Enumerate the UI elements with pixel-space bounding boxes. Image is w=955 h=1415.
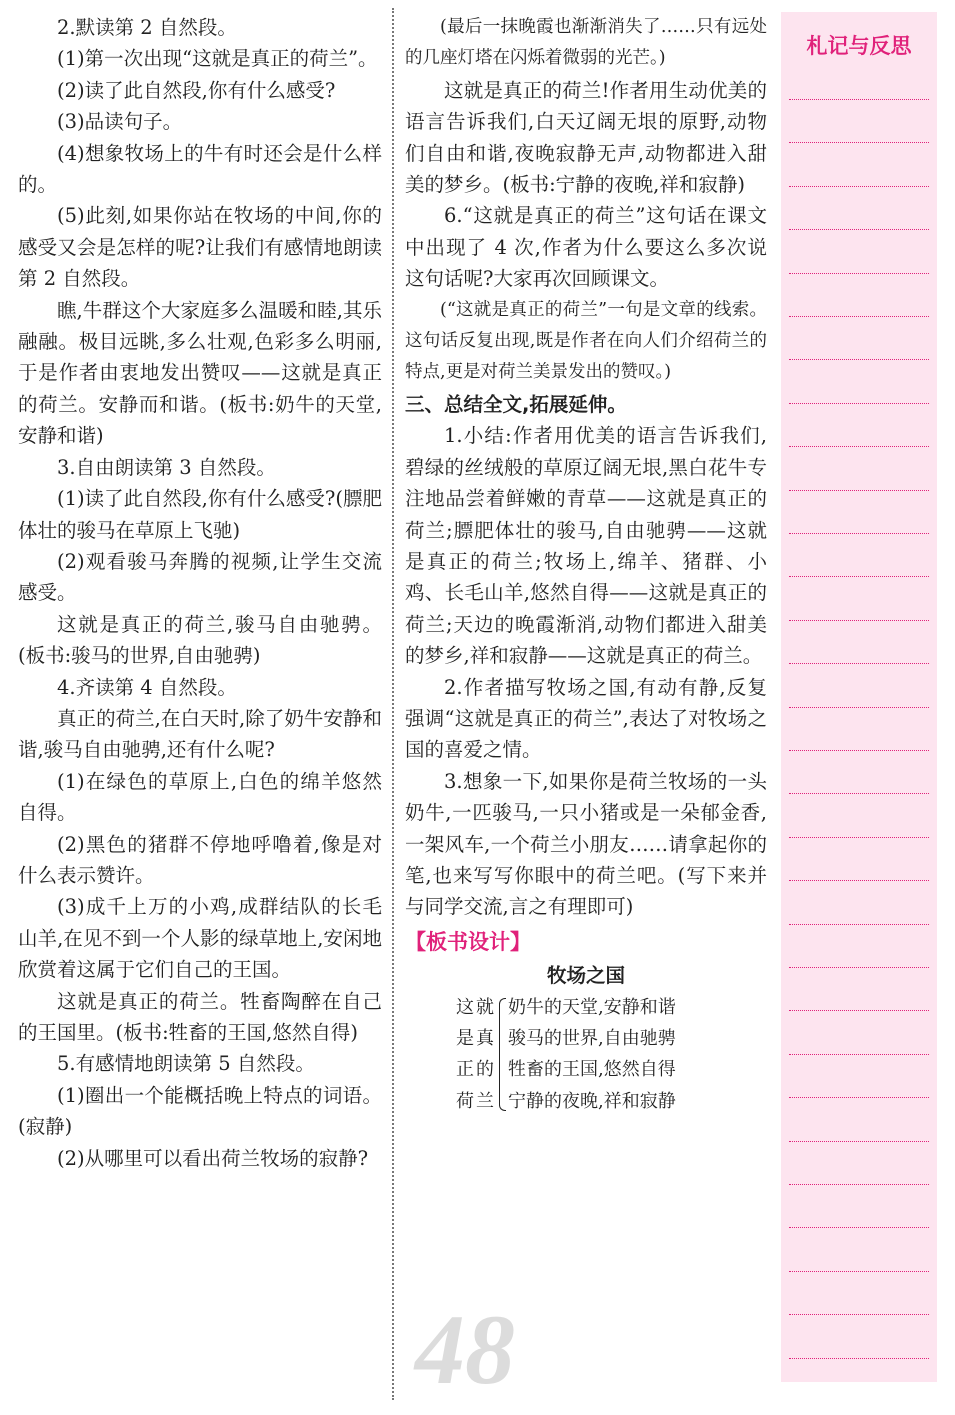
note-line xyxy=(789,707,929,708)
note-line xyxy=(789,1097,929,1098)
left-column xyxy=(18,12,382,1174)
note-line xyxy=(789,359,929,360)
paragraph: 6.“这就是真正的荷兰”这句话在课文中出现了 4 次,作者为什么要这么多次说这句话呢?大家再次回顾课文。 xyxy=(405,204,767,291)
note-line xyxy=(789,880,929,881)
paragraph: (1)读了此自然段,你有什么感受?(膘肥体壮的骏马在草原上飞驰) xyxy=(18,487,382,542)
paragraph: 瞧,牛群这个大家庭多么温暖和睦,其乐融融。极目远眺,多么壮观,色彩多么明丽,于是作者由衷地发出赞叹——这就是真正的荷兰。安静而和谐。(板书:奶牛的天堂,安静和谐) xyxy=(18,298,382,448)
paragraph: 这就是真正的荷兰!作者用生动优美的语言告诉我们,白天辽阔无垠的原野,动物们自由和谐,夜晚寂静无声,动物都进入甜美的梦乡。(板书:宁静的夜晚,祥和寂静) xyxy=(405,78,767,197)
note-line xyxy=(789,273,929,274)
board-left-line: 这就 xyxy=(456,996,496,1018)
paragraph: (最后一抹晚霞也渐渐消失了……只有远处的几座灯塔在闪烁着微弱的光芒。) xyxy=(405,17,767,69)
board-title: 牧场之国 xyxy=(546,964,625,988)
board-right-line: 骏马的世界,自由驰骋 xyxy=(508,1028,676,1049)
board-diagram xyxy=(448,992,767,1118)
paragraph: (5)此刻,如果你站在牧场的中间,你的感受又会是怎样的呢?让我们有感情地朗读第 2 自然段。 xyxy=(18,204,382,291)
paragraph: 5.有感情地朗读第 5 自然段。 xyxy=(57,1052,315,1076)
note-line xyxy=(789,229,929,230)
board-left-line: 荷兰 xyxy=(456,1090,496,1112)
paragraph: (1)在绿色的草原上,白色的绵羊悠然自得。 xyxy=(18,769,382,825)
board-right-line: 牲畜的王国,悠然自得 xyxy=(508,1059,676,1081)
board-left-line: 是真 xyxy=(456,1028,496,1049)
paragraph: 1.小结:作者用优美的语言告诉我们,碧绿的丝绒般的草原辽阔无垠,黑白花牛专注地品尝着鲜嫩的青草——这就是真正的荷兰;膘肥体壮的骏马,自由驰骋——这就是真正的荷兰;牧场上,绵羊、猪群、小鸡、长毛山羊,悠然自得——这就是真正的荷兰;天边的晚霞渐消,动物们都进入甜美的梦乡,祥和寂静——这就是真正的荷兰。 xyxy=(405,424,767,668)
sidebar-title: 札记与反思 xyxy=(806,34,912,58)
note-line xyxy=(789,142,929,143)
note-line xyxy=(789,620,929,621)
paragraph: (1)第一次出现“这就是真正的荷兰”。 xyxy=(57,47,378,71)
note-line xyxy=(789,837,929,838)
paragraph: (2)观看骏马奔腾的视频,让学生交流感受。 xyxy=(18,549,382,605)
paragraph: (3)成千上万的小鸡,成群结队的长毛山羊,在见不到一个人影的绿草地上,安闲地欣赏着这属于它们自己的王国。 xyxy=(18,895,382,982)
middle-column xyxy=(405,12,767,1117)
note-line xyxy=(789,490,929,491)
column-divider xyxy=(392,8,394,1400)
note-line xyxy=(789,1010,929,1011)
paragraph: (2)黑色的猪群不停地呼噜着,像是对什么表示赞许。 xyxy=(18,832,382,887)
section-heading: 三、总结全文,拓展延伸。 xyxy=(405,392,627,416)
note-line xyxy=(789,663,929,664)
paragraph: (1)圈出一个能概括晚上特点的词语。(寂静) xyxy=(18,1083,382,1139)
note-line xyxy=(789,403,929,404)
note-line xyxy=(789,1227,929,1228)
note-line xyxy=(789,316,929,317)
paragraph: (2)读了此自然段,你有什么感受? xyxy=(57,78,336,102)
brace-icon xyxy=(496,992,506,1118)
board-design-heading: 【板书设计】 xyxy=(405,929,531,954)
board-right-line: 奶牛的天堂,安静和谐 xyxy=(508,996,676,1018)
paragraph: 3.自由朗读第 3 自然段。 xyxy=(57,455,276,479)
note-line xyxy=(789,1271,929,1272)
note-line xyxy=(789,1358,929,1359)
paragraph: (4)想象牧场上的牛有时还会是什么样的。 xyxy=(18,141,382,197)
paragraph: 3.想象一下,如果你是荷兰牧场的一头奶牛,一匹骏马,一只小猪或是一朵郁金香,一架风车,一个荷兰小朋友……请拿起你的笔,也来写写你眼中的荷兰吧。(写下来并与同学交流,言之有理即可) xyxy=(405,769,767,919)
notes-sidebar xyxy=(781,12,937,1382)
page-number: 48 xyxy=(415,1294,515,1405)
note-line xyxy=(789,967,929,968)
note-line xyxy=(789,576,929,577)
note-line xyxy=(789,1141,929,1142)
board-left-text xyxy=(448,992,496,1118)
note-line xyxy=(789,99,929,100)
board-right-text xyxy=(506,992,676,1118)
note-line xyxy=(789,1054,929,1055)
board-right-line: 宁静的夜晚,祥和寂静 xyxy=(508,1090,676,1112)
paragraph: 2.默读第 2 自然段。 xyxy=(57,16,237,39)
note-line xyxy=(789,793,929,794)
paragraph: (2)从哪里可以看出荷兰牧场的寂静? xyxy=(57,1146,369,1170)
note-line xyxy=(789,533,929,534)
board-left-line: 正的 xyxy=(456,1059,496,1081)
note-line xyxy=(789,924,929,925)
paragraph: 2.作者描写牧场之国,有动有静,反复强调“这就是真正的荷兰”,表达了对牧场之国的喜爱之情。 xyxy=(405,675,767,762)
note-line xyxy=(789,750,929,751)
paragraph: (“这就是真正的荷兰”一句是文章的线索。这句话反复出现,既是作者在向人们介绍荷兰的特点,更是对荷兰美景发出的赞叹。) xyxy=(405,299,767,383)
paragraph: 真正的荷兰,在白天时,除了奶牛安静和谐,骏马自由驰骋,还有什么呢? xyxy=(18,706,382,762)
paragraph: (3)品读句子。 xyxy=(57,110,183,134)
note-line xyxy=(789,446,929,447)
paragraph: 这就是真正的荷兰。牲畜陶醉在自己的王国里。(板书:牲畜的王国,悠然自得) xyxy=(18,989,382,1044)
paragraph: 这就是真正的荷兰,骏马自由驰骋。(板书:骏马的世界,自由驰骋) xyxy=(18,612,382,668)
note-line xyxy=(789,1184,929,1185)
note-line xyxy=(789,1314,929,1315)
paragraph: 4.齐读第 4 自然段。 xyxy=(57,675,237,699)
note-line xyxy=(789,186,929,187)
